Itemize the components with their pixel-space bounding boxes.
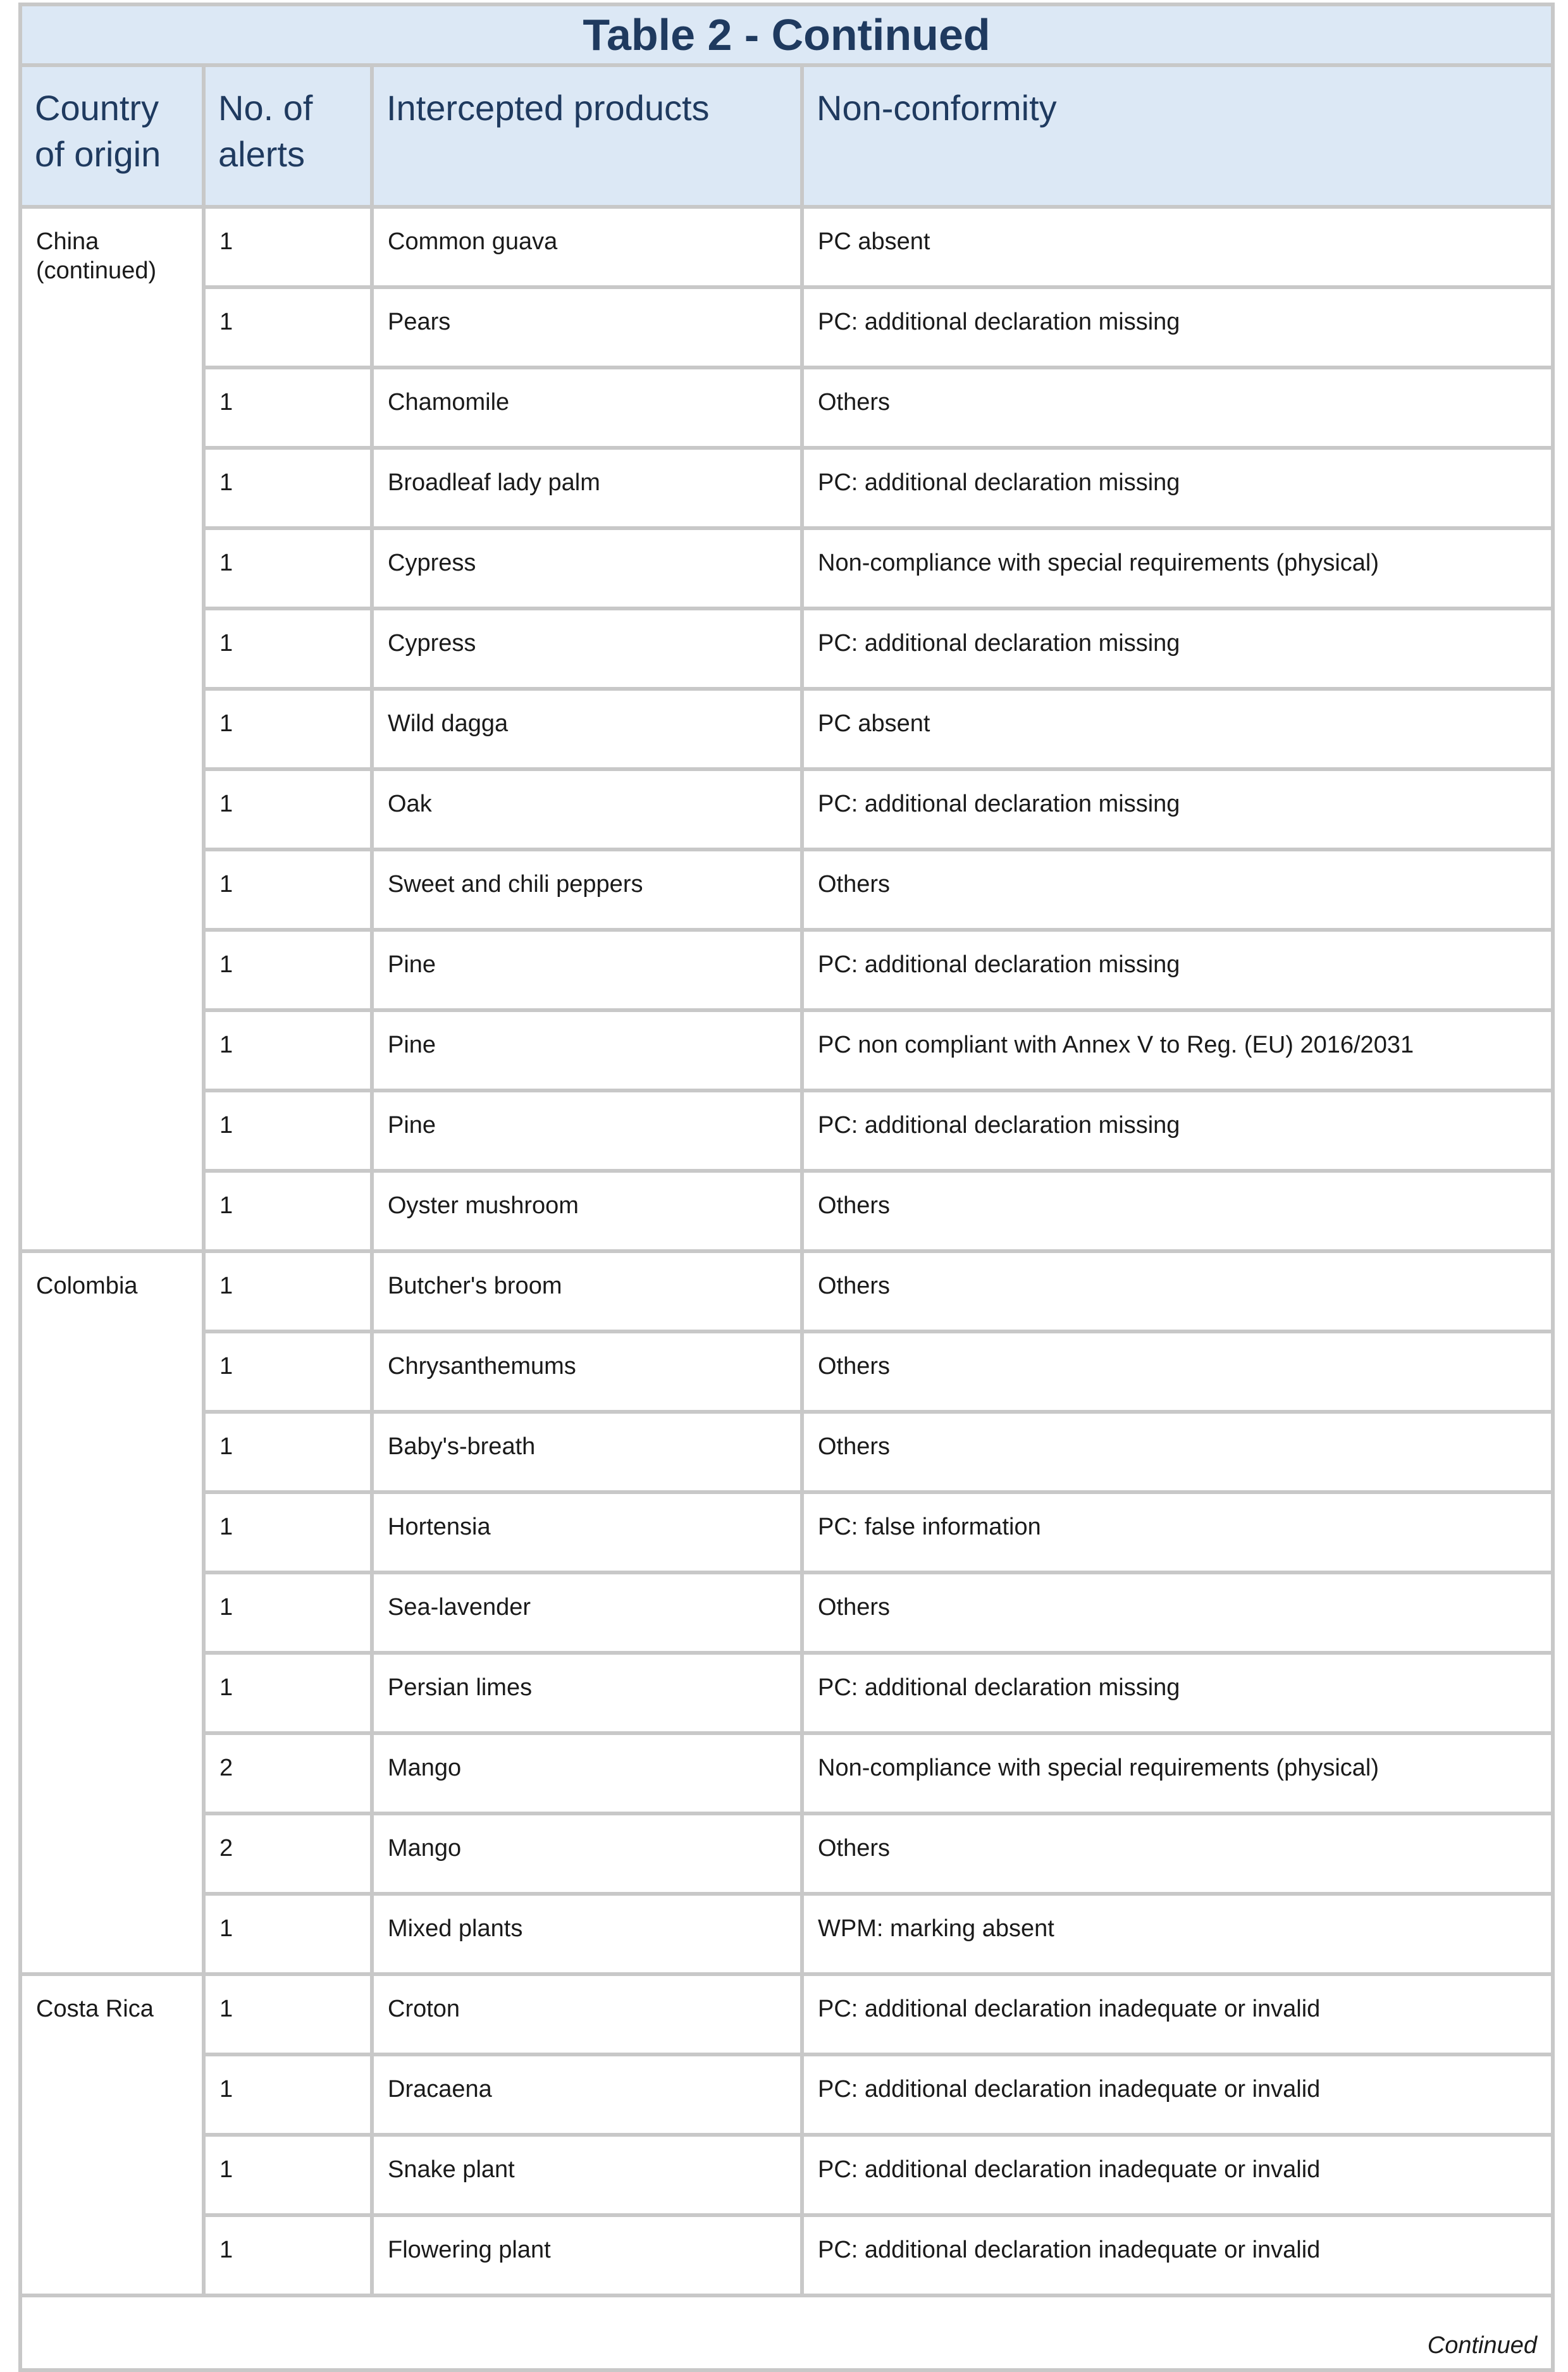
header-alerts-line-2: alerts bbox=[218, 134, 305, 174]
alerts-count-cell: 1 bbox=[204, 1171, 372, 1251]
alerts-count-cell: 1 bbox=[204, 849, 372, 930]
alerts-count-cell: 1 bbox=[204, 689, 372, 769]
nonconformity-cell: Others bbox=[802, 1251, 1553, 1331]
header-alerts-line-1: No. of bbox=[218, 88, 313, 128]
continued-note: Continued bbox=[20, 2295, 1553, 2370]
nonconformity-cell: PC absent bbox=[802, 207, 1553, 287]
table-row bbox=[20, 769, 1553, 849]
nonconformity-cell: PC non compliant with Annex V to Reg. (EU) 2016/2031 bbox=[802, 1010, 1553, 1090]
intercepted-product-cell: Wild dagga bbox=[372, 689, 802, 769]
alerts-count-cell: 2 bbox=[204, 1733, 372, 1813]
alerts-count-cell: 1 bbox=[204, 1974, 372, 2054]
intercepted-product-cell: Sea-lavender bbox=[372, 1572, 802, 1653]
table-row bbox=[20, 1331, 1553, 1412]
alerts-count-cell: 1 bbox=[204, 1653, 372, 1733]
intercepted-product-cell: Common guava bbox=[372, 207, 802, 287]
nonconformity-cell: Non-compliance with special requirements (physical) bbox=[802, 1733, 1553, 1813]
intercepted-product-cell: Snake plant bbox=[372, 2135, 802, 2215]
nonconformity-cell: PC: false information bbox=[802, 1492, 1553, 1572]
intercepted-product-cell: Dracaena bbox=[372, 2054, 802, 2135]
intercepted-product-cell: Pine bbox=[372, 930, 802, 1010]
table-row bbox=[20, 608, 1553, 689]
alerts-count-cell: 1 bbox=[204, 1412, 372, 1492]
table-row bbox=[20, 849, 1553, 930]
intercepted-product-cell: Broadleaf lady palm bbox=[372, 448, 802, 528]
table-row bbox=[20, 1492, 1553, 1572]
header-country-line-2: of origin bbox=[35, 134, 161, 174]
table-row bbox=[20, 1572, 1553, 1653]
alerts-count-cell: 1 bbox=[204, 1492, 372, 1572]
country-name-line: China bbox=[36, 228, 99, 255]
alerts-count-cell: 1 bbox=[204, 2135, 372, 2215]
intercepted-product-cell: Mango bbox=[372, 1813, 802, 1894]
alerts-count-cell: 1 bbox=[204, 1090, 372, 1171]
nonconformity-cell: PC: additional declaration inadequate or invalid bbox=[802, 2135, 1553, 2215]
nonconformity-cell: PC: additional declaration inadequate or invalid bbox=[802, 2215, 1553, 2295]
table-row bbox=[20, 1090, 1553, 1171]
alerts-count-cell: 1 bbox=[204, 1251, 372, 1331]
table-row bbox=[20, 528, 1553, 608]
nonconformity-cell: PC: additional declaration missing bbox=[802, 287, 1553, 368]
intercepted-product-cell: Chrysanthemums bbox=[372, 1331, 802, 1412]
table-row bbox=[20, 2135, 1553, 2215]
nonconformity-cell: PC: additional declaration missing bbox=[802, 608, 1553, 689]
table-body bbox=[20, 207, 1553, 2295]
alerts-table bbox=[18, 3, 1555, 2372]
table-row bbox=[20, 207, 1553, 287]
alerts-count-cell: 1 bbox=[204, 608, 372, 689]
nonconformity-cell: PC absent bbox=[802, 689, 1553, 769]
nonconformity-cell: PC: additional declaration inadequate or invalid bbox=[802, 1974, 1553, 2054]
nonconformity-cell: Others bbox=[802, 1412, 1553, 1492]
table-row bbox=[20, 368, 1553, 448]
alerts-count-cell: 1 bbox=[204, 2054, 372, 2135]
alerts-count-cell: 1 bbox=[204, 287, 372, 368]
intercepted-product-cell: Hortensia bbox=[372, 1492, 802, 1572]
header-alerts bbox=[204, 65, 372, 207]
intercepted-product-cell: Butcher's broom bbox=[372, 1251, 802, 1331]
nonconformity-cell: PC: additional declaration missing bbox=[802, 1090, 1553, 1171]
intercepted-product-cell: Mango bbox=[372, 1733, 802, 1813]
table-row bbox=[20, 2054, 1553, 2135]
table-row bbox=[20, 1412, 1553, 1492]
country-cell bbox=[20, 1251, 204, 1974]
table-row bbox=[20, 1974, 1553, 2054]
nonconformity-cell: Non-compliance with special requirements (physical) bbox=[802, 528, 1553, 608]
nonconformity-cell: Others bbox=[802, 1813, 1553, 1894]
alerts-count-cell: 1 bbox=[204, 528, 372, 608]
alerts-count-cell: 1 bbox=[204, 368, 372, 448]
nonconformity-cell: WPM: marking absent bbox=[802, 1894, 1553, 1974]
alerts-count-cell: 1 bbox=[204, 448, 372, 528]
country-name-line: Costa Rica bbox=[36, 1996, 154, 2022]
alerts-count-cell: 1 bbox=[204, 1331, 372, 1412]
table-row bbox=[20, 287, 1553, 368]
intercepted-product-cell: Cypress bbox=[372, 608, 802, 689]
intercepted-product-cell: Oak bbox=[372, 769, 802, 849]
intercepted-product-cell: Baby's-breath bbox=[372, 1412, 802, 1492]
country-name-line: (continued) bbox=[36, 257, 157, 284]
intercepted-product-cell: Chamomile bbox=[372, 368, 802, 448]
intercepted-product-cell: Pears bbox=[372, 287, 802, 368]
alerts-count-cell: 2 bbox=[204, 1813, 372, 1894]
table-row bbox=[20, 1010, 1553, 1090]
header-country bbox=[20, 65, 204, 207]
nonconformity-cell: PC: additional declaration inadequate or invalid bbox=[802, 2054, 1553, 2135]
table-row bbox=[20, 1653, 1553, 1733]
intercepted-product-cell: Pine bbox=[372, 1090, 802, 1171]
intercepted-product-cell: Flowering plant bbox=[372, 2215, 802, 2295]
table-row bbox=[20, 1894, 1553, 1974]
alerts-count-cell: 1 bbox=[204, 930, 372, 1010]
alerts-count-cell: 1 bbox=[204, 1010, 372, 1090]
intercepted-product-cell: Persian limes bbox=[372, 1653, 802, 1733]
intercepted-product-cell: Mixed plants bbox=[372, 1894, 802, 1974]
table-title: Table 2 - Continued bbox=[20, 4, 1553, 65]
table-row bbox=[20, 2215, 1553, 2295]
nonconformity-cell: Others bbox=[802, 849, 1553, 930]
alerts-count-cell: 1 bbox=[204, 1894, 372, 1974]
alerts-table-container bbox=[18, 3, 1551, 2372]
alerts-count-cell: 1 bbox=[204, 207, 372, 287]
nonconformity-cell: PC: additional declaration missing bbox=[802, 930, 1553, 1010]
header-nonconformity: Non-conformity bbox=[802, 65, 1553, 207]
table-row bbox=[20, 930, 1553, 1010]
intercepted-product-cell: Oyster mushroom bbox=[372, 1171, 802, 1251]
table-row bbox=[20, 689, 1553, 769]
table-row bbox=[20, 448, 1553, 528]
country-name-line: Colombia bbox=[36, 1273, 138, 1299]
table-row bbox=[20, 1171, 1553, 1251]
intercepted-product-cell: Pine bbox=[372, 1010, 802, 1090]
nonconformity-cell: PC: additional declaration missing bbox=[802, 769, 1553, 849]
intercepted-product-cell: Cypress bbox=[372, 528, 802, 608]
alerts-count-cell: 1 bbox=[204, 2215, 372, 2295]
header-country-line-1: Country bbox=[35, 88, 159, 128]
nonconformity-cell: Others bbox=[802, 1331, 1553, 1412]
intercepted-product-cell: Croton bbox=[372, 1974, 802, 2054]
header-products: Intercepted products bbox=[372, 65, 802, 207]
country-cell bbox=[20, 1974, 204, 2295]
table-row bbox=[20, 1251, 1553, 1331]
nonconformity-cell: Others bbox=[802, 1572, 1553, 1653]
alerts-count-cell: 1 bbox=[204, 1572, 372, 1653]
nonconformity-cell: Others bbox=[802, 1171, 1553, 1251]
nonconformity-cell: PC: additional declaration missing bbox=[802, 1653, 1553, 1733]
nonconformity-cell: PC: additional declaration missing bbox=[802, 448, 1553, 528]
country-cell bbox=[20, 207, 204, 1251]
table-row bbox=[20, 1733, 1553, 1813]
nonconformity-cell: Others bbox=[802, 368, 1553, 448]
intercepted-product-cell: Sweet and chili peppers bbox=[372, 849, 802, 930]
alerts-count-cell: 1 bbox=[204, 769, 372, 849]
table-row bbox=[20, 1813, 1553, 1894]
